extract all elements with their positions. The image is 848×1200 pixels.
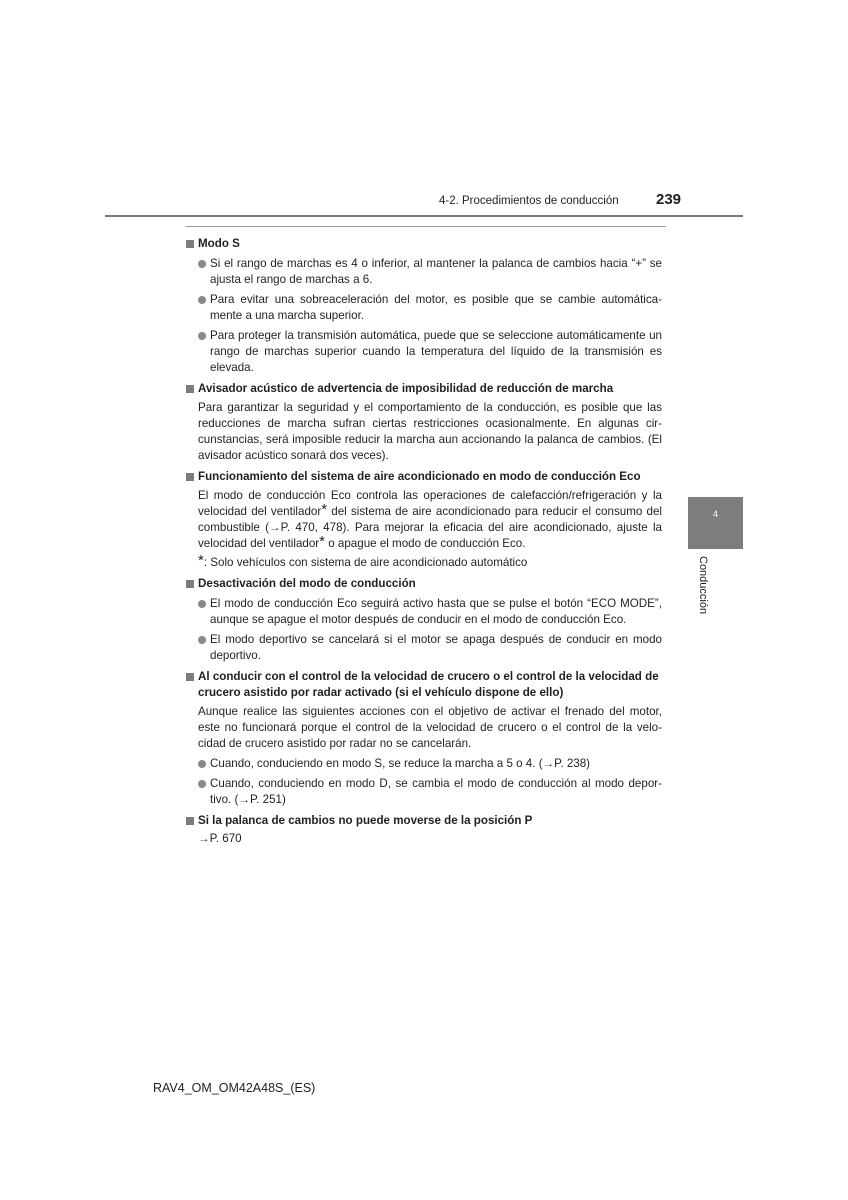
bullet-item: Para evitar una sobreaceleración del motor, es posible que se cambie automática-mente a una marcha superior. bbox=[186, 292, 662, 324]
footnote bbox=[186, 552, 662, 571]
chapter-tab-label: Conducción bbox=[697, 556, 709, 615]
content bbox=[186, 236, 662, 847]
text-part: del sistema de aire acondicionado para reducir el consumo del combustible (→P. 470, 478). Para mejorar la eficacia del aire acondicionado, ajuste la velocidad del ventilador bbox=[198, 505, 663, 550]
heading-crucero: Al conducir con el control de la velocidad de crucero o el control de la velocidad de crucero asistido por radar activado (si el vehículo dispone de ello) bbox=[186, 669, 662, 701]
footnote-text: : Solo vehículos con sistema de aire acondicionado automático bbox=[203, 556, 528, 569]
paragraph-crucero: Aunque realice las siguientes acciones con el objetivo de activar el frenado del motor, este no funcionará porque el control de la velocidad de crucero o el control de la velo-cidad de crucero asistido por radar no se cancelarán. bbox=[198, 705, 662, 750]
bullet-item: Para proteger la transmisión automática, puede que se seleccione automáticamente un rango de marchas superior cuando la temperatura del líquido de la transmisión es elevada. bbox=[186, 328, 662, 376]
heading-palanca: Si la palanca de cambios no puede moverse de la posición P bbox=[186, 813, 662, 829]
heading-desactivacion: Desactivación del modo de conducción bbox=[186, 576, 662, 592]
text-part: El modo de conducción Eco controla las operaciones de calefacción/refrigeración y la velocidad del ventilador bbox=[198, 489, 662, 518]
header-rule bbox=[105, 215, 743, 217]
bullet-item: Cuando, conduciendo en modo D, se cambia el modo de conducción al modo depor-tivo. (→P. 251) bbox=[186, 776, 662, 808]
asterisk-mark: * bbox=[321, 501, 328, 518]
header-section-title: 4-2. Procedimientos de conducción bbox=[439, 195, 619, 207]
bullet-item: El modo deportivo se cancelará si el motor se apaga después de conducir en modo deportivo. bbox=[186, 632, 662, 664]
asterisk-mark: * bbox=[198, 552, 204, 569]
chapter-tab bbox=[688, 497, 743, 549]
heading-avisador: Avisador acústico de advertencia de imposibilidad de reducción de marcha bbox=[186, 381, 662, 397]
page-number: 239 bbox=[656, 191, 682, 208]
footer-code: RAV4_OM_OM42A48S_(ES) bbox=[153, 1081, 316, 1095]
heading-modo-s: Modo S bbox=[186, 236, 662, 252]
bullet-item: Cuando, conduciendo en modo S, se reduce la marcha a 5 o 4. (→P. 238) bbox=[186, 756, 662, 772]
chapter-tab-number: 4 bbox=[712, 509, 718, 519]
asterisk-mark: * bbox=[319, 533, 326, 550]
bullet-item: El modo de conducción Eco seguirá activo hasta que se pulse el botón “ECO MODE”, aunque se apague el motor después de conducir en el modo de conducción Eco. bbox=[186, 596, 662, 628]
paragraph-avisador: Para garantizar la seguridad y el comportamiento de la conducción, es posible que las reducciones de marcha sufran ciertas restricciones ocasionalmente. En algunas cir-cunstancias, será imposible reducir la marcha aun accionando la palanca de cambios. (El avisador acústico sonará dos veces). bbox=[198, 401, 662, 462]
content-top-rule bbox=[186, 226, 666, 227]
text-part: o apague el modo de conducción Eco. bbox=[325, 537, 526, 550]
page-reference: →P. 670 bbox=[198, 832, 242, 845]
bullet-item: Si el rango de marchas es 4 o inferior, al mantener la palanca de cambios hacia “+” se ajusta el rango de marchas a 6. bbox=[186, 256, 662, 288]
heading-aire: Funcionamiento del sistema de aire acondicionado en modo de conducción Eco bbox=[186, 469, 662, 485]
paragraph-aire bbox=[186, 488, 662, 552]
